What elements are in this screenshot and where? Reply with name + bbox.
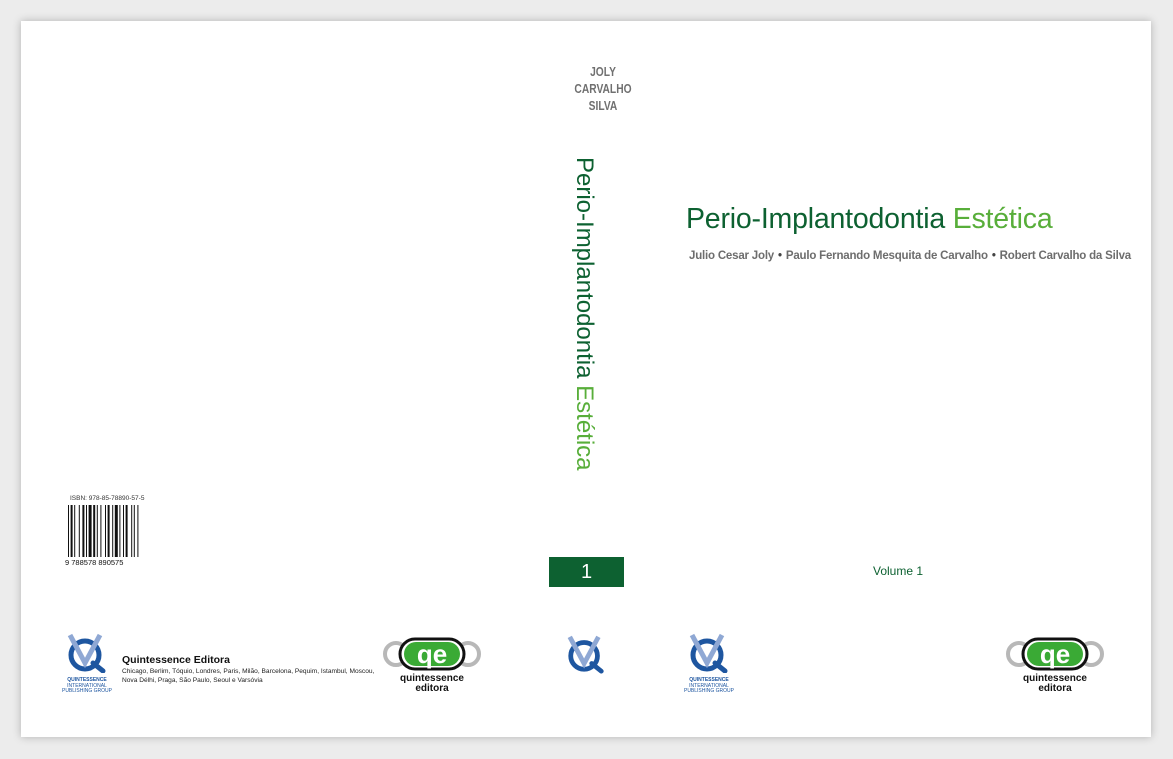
spine-authors: JOLY CARVALHO SILVA (574, 65, 632, 113)
barcode-bar (82, 505, 84, 557)
quintessence-international-logo-front (683, 633, 739, 695)
publisher-cities: Chicago, Berlim, Tóquio, Londres, Paris, Milão, Barcelona, Pequim, Istambul, Moscou, Nova Délhi, Praga, São Paulo, Seoul e Varsóvia (122, 668, 375, 684)
barcode-bar (97, 505, 98, 557)
barcode-bar (115, 505, 118, 557)
author-separator: • (991, 250, 996, 262)
qe-editora-logo-back (382, 634, 482, 699)
author-separator: • (778, 250, 782, 262)
spine-title-accent: Estética (571, 385, 598, 471)
barcode-bar (126, 505, 128, 557)
spine-qv-logo (565, 634, 607, 679)
barcode-bar (137, 505, 138, 557)
publisher-name: Quintessence Editora (122, 654, 230, 666)
qe-editora-logo-front (1005, 634, 1105, 699)
svg-text:quintessence: quintessence (400, 673, 464, 684)
author-2: Paulo Fernando Mesquita de Carvalho (785, 250, 988, 262)
qi-text: QUINTESSENCE INTERNATIONAL PUBLISHING GROUP (683, 677, 734, 694)
spine-title (570, 157, 598, 471)
barcode-bar (89, 505, 92, 557)
barcode-bar (119, 505, 120, 557)
barcode-bar (93, 505, 95, 557)
barcode-bar (68, 505, 69, 557)
barcode-bar (79, 505, 80, 557)
front-title-main: Perio-Implantodontia (686, 203, 953, 235)
barcode-bar (131, 505, 132, 557)
qi-text: QUINTESSENCE INTERNATIONAL PUBLISHING GROUP (61, 677, 112, 694)
svg-text:qe: qe (1039, 639, 1071, 669)
author-3: Robert Carvalho da Silva (999, 250, 1131, 262)
barcode-bar (105, 505, 106, 557)
barcode-bar (112, 505, 113, 557)
barcode-bars (65, 505, 143, 567)
barcode-bar (100, 505, 101, 557)
barcode-bar (123, 505, 124, 557)
svg-text:editora: editora (1038, 683, 1072, 694)
barcode-bar (86, 505, 87, 557)
front-title-accent: Estética (952, 203, 1053, 235)
qv-emblem-icon (565, 634, 607, 674)
barcode-bar (71, 505, 73, 557)
barcode-bar (74, 505, 75, 557)
barcode-digits: 9 788578 890575 (65, 558, 124, 567)
qv-emblem-icon (687, 633, 731, 673)
isbn-label: ISBN: 978-85-78890-57-5 (70, 495, 145, 502)
qe-logo-icon (382, 634, 482, 694)
qe-logo-icon (1005, 634, 1105, 694)
book-cover-sheet (21, 21, 1151, 737)
svg-text:qe: qe (416, 639, 448, 669)
barcode (65, 505, 143, 572)
svg-text:quintessence: quintessence (1023, 673, 1087, 684)
quintessence-international-logo-back (61, 633, 117, 695)
front-title (686, 203, 1052, 236)
spine-title-main: Perio-Implantodontia (571, 157, 598, 386)
author-1: Julio Cesar Joly (689, 250, 775, 262)
front-volume-label: Volume 1 (873, 564, 924, 578)
barcode-bar (108, 505, 110, 557)
svg-text:editora: editora (415, 683, 449, 694)
spine-volume-number: 1 (549, 557, 624, 587)
barcode-bar (134, 505, 135, 557)
qv-emblem-icon (65, 633, 109, 673)
front-authors (689, 250, 1131, 262)
